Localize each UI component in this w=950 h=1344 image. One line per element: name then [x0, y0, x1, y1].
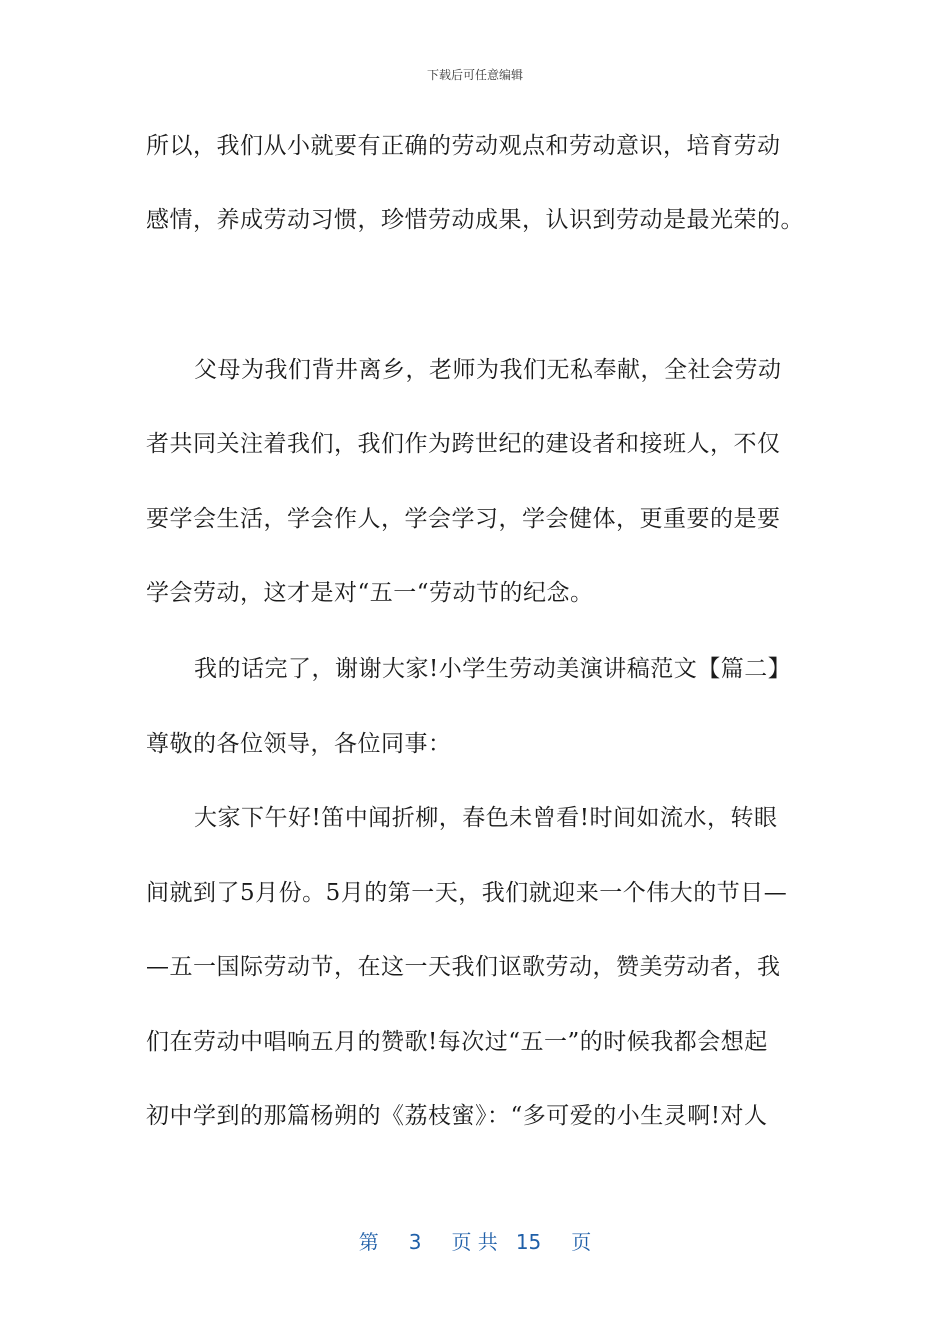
body-line-6: 学会劳动，这才是对“五一“劳动节的纪念。: [146, 580, 594, 606]
body-line-8: 尊敬的各位领导，各位同事：: [146, 731, 452, 757]
total-pages-number: 15: [515, 1230, 542, 1254]
footer-prefix: 第: [358, 1230, 379, 1254]
body-line-13: 初中学到的那篇杨朔的《荔枝蜜》：“多可爱的小生灵啊!对人: [146, 1103, 768, 1129]
body-line-5: 要学会生活，学会作人，学会学习，学会健体，更重要的是要: [146, 506, 781, 532]
current-page-number: 3: [408, 1230, 422, 1254]
body-line-12: 们在劳动中唱响五月的赞歌!每次过“五一”的时候我都会想起: [146, 1029, 768, 1055]
body-line-4: 者共同关注着我们，我们作为跨世纪的建设者和接班人，不仅: [146, 431, 781, 457]
body-line-9: 大家下午好!笛中闻折柳，春色未曾看!时间如流水，转眼: [194, 805, 778, 831]
page-footer: [0, 1226, 950, 1255]
body-line-2: 感情，养成劳动习惯，珍惜劳动成果，认识到劳动是最光荣的。: [146, 207, 804, 233]
body-line-7: 我的话完了，谢谢大家!小学生劳动美演讲稿范文【篇二】: [194, 656, 792, 682]
header-note: 下载后可任意编辑: [426, 68, 523, 82]
footer-suffix: 页: [571, 1230, 592, 1254]
body-line-10: 间就到了5月份。5月的第一天，我们就迎来一个伟大的节日—: [146, 880, 788, 906]
body-line-11: —五一国际劳动节，在这一天我们讴歌劳动，赞美劳动者，我: [146, 954, 781, 980]
body-line-3: 父母为我们背井离乡，老师为我们无私奉献，全社会劳动: [194, 357, 782, 383]
body-line-1: 所以，我们从小就要有正确的劳动观点和劳动意识，培育劳动: [146, 133, 781, 159]
footer-middle: 页 共: [451, 1230, 498, 1254]
